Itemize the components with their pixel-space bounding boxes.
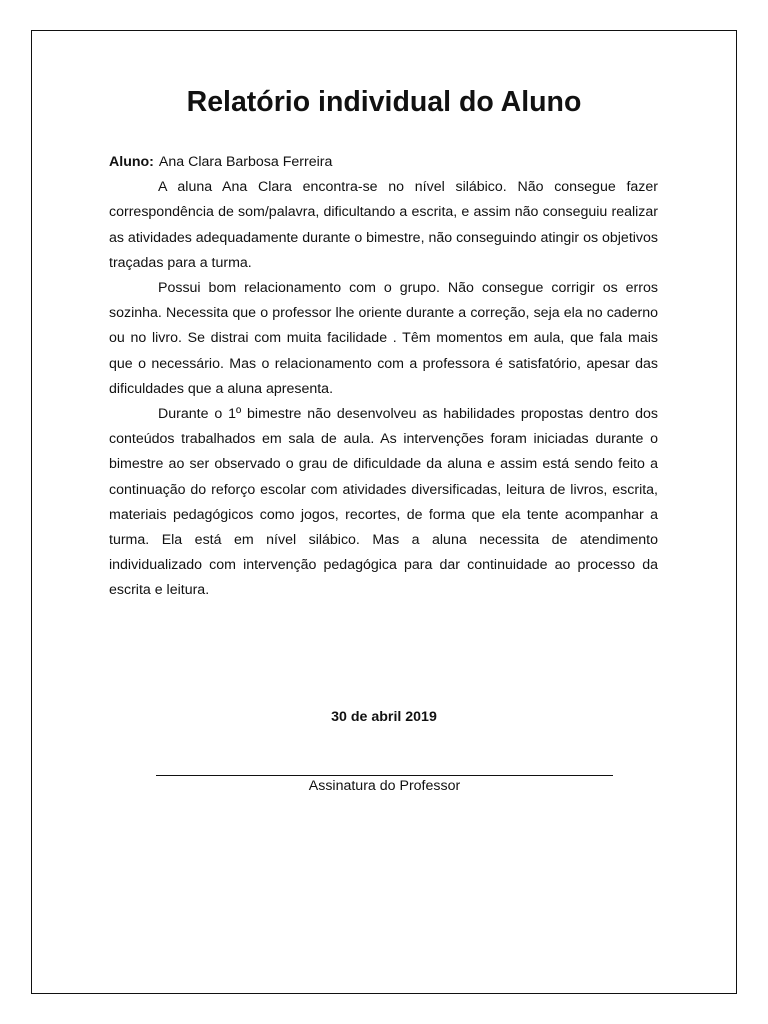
report-body (109, 150, 658, 604)
report-date: 30 de abril 2019 (331, 709, 437, 725)
paragraph-interventions: Durante o 1º bimestre não desenvolveu as habilidades propostas dentro dos conteúdos trabalhados em sala de aula. As intervenções foram iniciadas durante o bimestre ao ser observado o grau de dificuldade da aluna e assim está sendo feito a continuação do reforço escolar com atividades diversificadas, leitura de livros, escrita, materiais pedagógicos como jogos, recortes, de forma que ela tente acompanhar a turma. Ela está em nível silábico. Mas a aluna necessita de atendimento individualizado com intervenção pedagógica para dar continuidade ao processo da escrita e leitura. (109, 406, 658, 599)
student-label: Aluno: (109, 154, 154, 170)
student-name: Ana Clara Barbosa Ferreira (158, 154, 333, 170)
document-title: Relatório individual do Aluno (186, 86, 582, 118)
paragraph-behavior: Possui bom relacionamento com o grupo. Não consegue corrigir os erros sozinha. Necessita que o professor lhe oriente durante a correção, seja ela no caderno ou no livro. Se distrai com muita facilidade . Têm momentos em aula, que fala mais que o necessário. Mas o relacionamento com a professora é satisfatório, apesar das dificuldades que a aluna apresenta. (109, 280, 658, 397)
paragraph-reading-level: A aluna Ana Clara encontra-se no nível silábico. Não consegue fazer correspondência de som/palavra, dificultando a escrita, e assim não conseguiu realizar as atividades adequadamente durante o bimestre, não conseguindo atingir os objetivos traçadas para a turma. (109, 179, 658, 271)
signature-caption: Assinatura do Professor (308, 778, 461, 794)
student-line (109, 150, 658, 175)
